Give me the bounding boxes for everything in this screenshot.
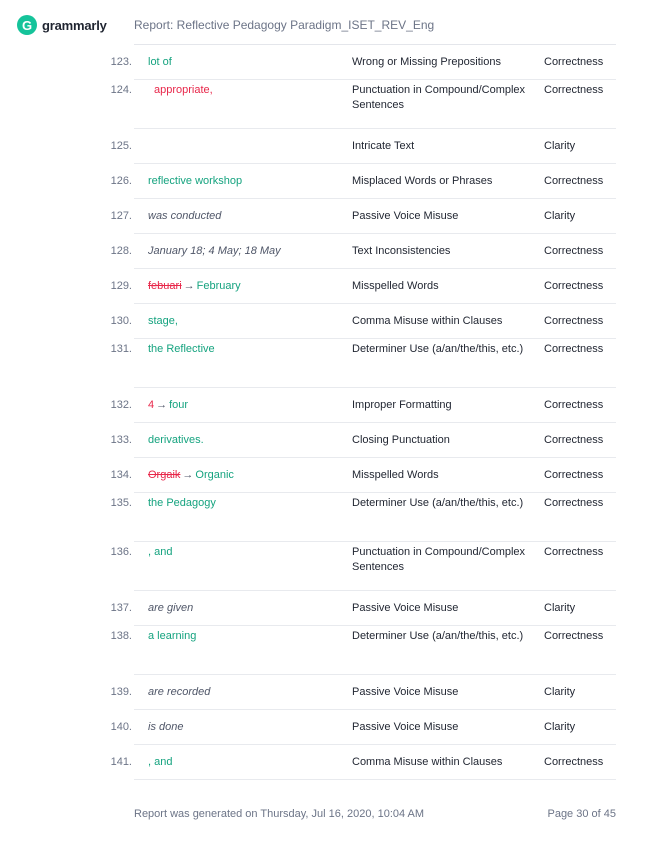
brand-name: grammarly: [42, 17, 107, 33]
row-number: 133.: [110, 434, 132, 446]
row-number: 124.: [110, 84, 132, 96]
issue-category: Correctness: [544, 756, 604, 768]
text-snippet: is done: [148, 721, 184, 733]
row-number: 137.: [110, 602, 132, 614]
issue-category: Correctness: [544, 56, 604, 68]
issue-category: Correctness: [544, 469, 604, 481]
issue-category: Correctness: [544, 630, 604, 642]
arrow-right-icon: →: [183, 280, 195, 292]
text-snippet: the Reflective: [148, 343, 215, 355]
page-number: Page 30 of 45: [547, 808, 616, 820]
issue-type: Passive Voice Misuse: [352, 602, 459, 614]
issue-type: Determiner Use (a/an/the/this, etc.): [352, 630, 524, 642]
issue-category: Correctness: [544, 245, 604, 257]
table-row: [110, 339, 616, 388]
table-row: [110, 710, 616, 745]
issues-table: [0, 45, 650, 780]
row-number: 135.: [110, 497, 132, 509]
issue-category: Correctness: [544, 399, 604, 411]
issue-category: Clarity: [544, 721, 576, 733]
suggested-text: Organic: [195, 469, 234, 481]
table-row: [110, 591, 616, 626]
issue-type: Intricate Text: [352, 140, 415, 152]
suggested-text: February: [196, 280, 241, 292]
issue-type: Text Inconsistencies: [352, 245, 451, 257]
issue-type: Wrong or Missing Prepositions: [352, 56, 501, 68]
report-title: Report: Reflective Pedagogy Paradigm_ISET_REV_Eng: [134, 18, 435, 32]
row-number: 134.: [110, 469, 132, 481]
issue-category: Correctness: [544, 343, 604, 355]
issue-type: Comma Misuse within Clauses: [352, 756, 503, 768]
issue-category: Clarity: [544, 140, 576, 152]
issue-category: Correctness: [544, 280, 604, 292]
row-number: 141.: [110, 756, 132, 768]
table-row: [110, 626, 616, 675]
original-text: febuari: [148, 280, 182, 292]
text-snippet: January 18; 4 May; 18 May: [148, 245, 281, 257]
issue-type: Determiner Use (a/an/the/this, etc.): [352, 497, 524, 509]
row-number: 140.: [110, 721, 132, 733]
text-snippet: , and: [148, 756, 173, 768]
row-number: 136.: [110, 546, 132, 558]
table-row: [110, 542, 616, 591]
row-number: 129.: [110, 280, 132, 292]
issue-type: Misspelled Words: [352, 280, 439, 292]
issue-category: Correctness: [544, 175, 604, 187]
row-number: 131.: [110, 343, 132, 355]
text-snippet: stage,: [148, 315, 178, 327]
row-number: 132.: [110, 399, 132, 411]
table-row: [110, 675, 616, 710]
issue-category: Clarity: [544, 686, 576, 698]
text-snippet: was conducted: [148, 210, 222, 222]
issue-category: Correctness: [544, 84, 604, 96]
grammarly-logo: [17, 15, 107, 35]
arrow-right-icon: →: [182, 469, 194, 481]
table-row: [110, 80, 616, 129]
issue-type: Improper Formatting: [352, 399, 452, 411]
issue-type: Comma Misuse within Clauses: [352, 315, 503, 327]
row-number: 126.: [110, 175, 132, 187]
issue-type: Passive Voice Misuse: [352, 210, 459, 222]
row-number: 128.: [110, 245, 132, 257]
suggested-text: four: [169, 399, 189, 411]
table-row: [110, 164, 616, 199]
text-snippet: appropriate,: [154, 84, 213, 96]
issue-category: Correctness: [544, 497, 604, 509]
issue-category: Correctness: [544, 434, 604, 446]
original-text: 4: [148, 399, 155, 411]
issue-category: Correctness: [544, 315, 604, 327]
text-snippet: are given: [148, 602, 194, 614]
issue-type: Passive Voice Misuse: [352, 686, 459, 698]
table-row: [110, 745, 616, 780]
table-row: [110, 423, 616, 458]
text-snippet: [148, 469, 234, 481]
table-row: [110, 234, 616, 269]
issue-type: Misplaced Words or Phrases: [352, 175, 493, 187]
text-snippet: lot of: [148, 56, 172, 68]
row-number: 123.: [110, 56, 132, 68]
issue-type: Closing Punctuation: [352, 434, 450, 446]
arrow-right-icon: →: [156, 399, 168, 411]
issue-category: Clarity: [544, 210, 576, 222]
table-row: [110, 388, 616, 423]
text-snippet: the Pedagogy: [148, 497, 216, 509]
table-row: [110, 304, 616, 339]
text-snippet: derivatives.: [148, 434, 204, 446]
table-row: [110, 199, 616, 234]
table-row: [110, 129, 616, 164]
table-row: [110, 458, 616, 493]
text-snippet: , and: [148, 546, 173, 558]
text-snippet: a learning: [148, 630, 197, 642]
table-row: [110, 493, 616, 542]
row-number: 138.: [110, 630, 132, 642]
generated-timestamp: Report was generated on Thursday, Jul 16, 2020, 10:04 AM: [134, 808, 425, 820]
row-number: 130.: [110, 315, 132, 327]
grammarly-g-icon: G: [17, 15, 37, 35]
text-snippet: [148, 399, 188, 411]
issue-type: Passive Voice Misuse: [352, 721, 459, 733]
issue-type: Punctuation in Compound/Complex Sentences: [352, 546, 526, 573]
original-text: Orgaik: [148, 469, 181, 481]
report-header: [0, 0, 650, 50]
issue-category: Correctness: [544, 546, 604, 558]
issue-type: Misspelled Words: [352, 469, 439, 481]
text-snippet: are recorded: [148, 686, 211, 698]
text-snippet: reflective workshop: [148, 175, 243, 187]
table-row: [110, 45, 616, 80]
text-snippet: [148, 280, 241, 292]
row-number: 139.: [110, 686, 132, 698]
row-number: 127.: [110, 210, 132, 222]
row-number: 125.: [110, 140, 132, 152]
issue-type: Punctuation in Compound/Complex Sentences: [352, 84, 526, 111]
issue-category: Clarity: [544, 602, 576, 614]
issue-type: Determiner Use (a/an/the/this, etc.): [352, 343, 524, 355]
table-row: [110, 269, 616, 304]
